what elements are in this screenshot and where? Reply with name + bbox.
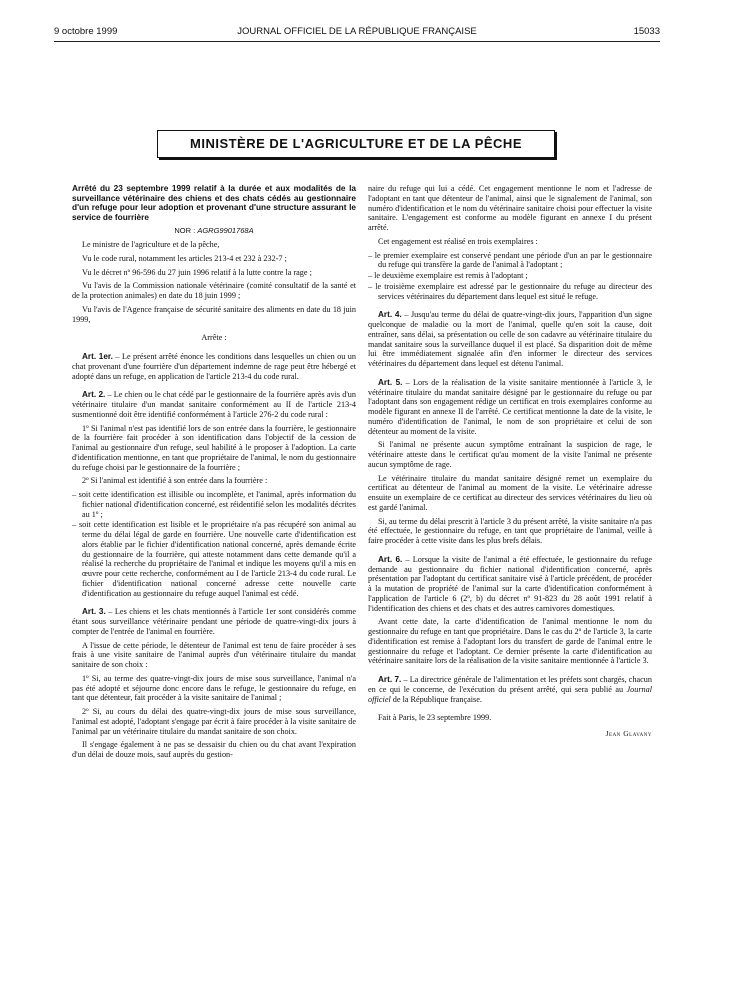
list-item: – le premier exemplaire est conservé pendant une période d'un an par le gestionnaire du refuge qui transfère la garde de l'animal à l'adoptant ; [368,251,652,271]
header-date: 9 octobre 1999 [54,26,118,37]
article-5: Art. 5. – Lors de la réalisation de la visite sanitaire mentionnée à l'article 3, le vétérinaire titulaire du mandat sanitaire désigné par le gestionnaire du refuge ou par l'adoptant dans son engagement rédige un certificat en trois exemplaires conforme au modèle figurant en annexe II de l'arrêté. Ce certificat mentionne la date de la visite, le numéro d'identification de l'animal, le nom de son propriétaire et celui de son détenteur au moment de la visite. [368,377,652,436]
article-2-point-1: 1º Si l'animal n'est pas identifié lors de son entrée dans la fourrière, le gestionnaire de la fourrière fait procéder à son identification dans l'objectif de la cession de l'animal au gestionnaire d'un refuge, seul habilité à le proposer à l'adoption. La carte d'identification mentionne, en tant que propriétaire de l'animal, le nom du gestionnaire du refuge choisi par le gestionnaire de la fourrière ; [72,423,356,472]
article-3: Art. 3. – Les chiens et les chats mentionnés à l'article 1er sont considérés comme étant sous surveillance vétérinaire pendant une période de quatre-vingt-dix jours à compter de l'entrée de l'animal en fourrière. [72,607,356,636]
list-item: – le deuxième exemplaire est remis à l'adoptant ; [368,271,652,281]
article-2: Art. 2. – Le chien ou le chat cédé par le gestionnaire de la fourrière après avis d'un vétérinaire titulaire d'un mandat sanitaire conformément au II de l'article 213-4 susmentionné doit être identifié conformément à l'article 276-2 du code rural : [72,390,356,419]
article-3-point-2: 2º Si, au cours du délai des quatre-vingt-dix jours de mise sous surveillance, l'animal est adopté, l'adoptant s'engage par écrit à faire procéder à la visite sanitaire de l'animal par un vétérinaire titulaire du mandat sanitaire de son choix. [72,707,356,736]
list-item: – le troisième exemplaire est adressé par le gestionnaire du refuge au directeur des services vétérinaires du département dans lequel est situé le refuge. [368,282,652,302]
decree-title: Arrêté du 23 septembre 1999 relatif à la durée et aux modalités de la surveillance vétérinaire des chiens et des chats cédés au gestionnaire d'un refuge pour leur adoption et provenant d'une structure assurant le service de fourrière [72,183,356,222]
header-rule [54,41,660,42]
copies-list [368,251,652,302]
preamble-code-rural: Vu le code rural, notamment les articles 213-4 et 232 à 232-7 ; [82,253,287,263]
right-column [368,184,652,743]
preamble-decret: Vu le décret nº 96-596 du 27 juin 1996 relatif à la lutte contre la rage ; [82,267,312,277]
article-3-point-1: 1º Si, au terme des quatre-vingt-dix jours de mise sous surveillance, l'animal n'a pas été adopté et séjourne donc encore dans le refuge, le gestionnaire du refuge, en tant que détenteur, fait procéder à la visite sanitaire de l'animal ; [72,673,356,703]
list-item: – soit cette identification est lisible et le propriétaire n'a pas récupéré son animal au terme du délai légal de garde en fourrière. Une nouvelle carte d'identification est alors établie par le fichier d'identification national concerné, après demande écrite du gestionnaire de la fourrière, qui atteste notamment dans cette demande qu'il a réalisé la recherche du propriétaire de l'animal et indique les moyens qu'il a mis en œuvre pour cette recherche, conformément au I de l'article 213-4 du code rural. Le fichier d'identification national concerné adresse cette nouvelle carte d'identification au gestionnaire du refuge auquel l'animal est cédé. [72,520,356,598]
article-2-list [72,490,356,598]
continued-paragraph: naire du refuge qui lui a cédé. Cet engagement mentionne le nom et l'adresse de l'adoptant en tant que détenteur de l'animal, ainsi que le signalement de l'animal, son numéro d'identification et le nom du vétérinaire sanitaire choisi pour effectuer la visite sanitaire. L'engagement est conforme au modèle figurant en annexe I du présent arrêté. [368,184,652,232]
preamble-commission: Vu l'avis de la Commission nationale vétérinaire (comité consultatif de la santé et de la protection animales) en date du 18 juin 1999 ; [72,281,356,301]
article-6: Art. 6. – Lorsque la visite de l'animal a été effectuée, le gestionnaire du refuge demande au gestionnaire du fichier national d'identification concerné, après présentation par l'adoptant du certificat sanitaire visé à l'article précédent, de procéder à la mutation de propriété de l'animal sur la carte d'identification conformément à l'application de l'article 6 (2º, b) du décret nº 91-823 du 28 août 1991 relatif à l'identification des chiens et des chats et des autres carnivores domestiques. [368,554,652,613]
article-4: Art. 4. – Jusqu'au terme du délai de quatre-vingt-dix jours, l'apparition d'un signe quelconque de maladie ou la mort de l'animal, quelle qu'en soit la cause, doit entraîner, sans délai, sa présentation ou celle de son cadavre au vétérinaire titulaire du mandat sanitaire sous la surveillance duquel il est placé. Sa disparition doit de même lui être immédiatement signalée afin d'en informer le directeur des services vétérinaires du département dans lequel est détenu l'animal. [368,310,652,368]
article-5-para-4: Si, au terme du délai prescrit à l'article 3 du présent arrêté, la visite sanitaire n'a pas été effectuée, le gestionnaire du refuge, en tant que propriétaire de l'animal, veille à faire procéder à cette visite dans les plus brefs délais. [368,516,652,545]
three-copies-intro: Cet engagement est réalisé en trois exemplaires : [378,236,538,246]
article-3-para-3: Il s'engage également à ne pas se dessaisir du chien ou du chat avant l'expiration d'un délai de douze mois, sauf auprès du gestion- [72,740,356,760]
list-item: – soit cette identification est illisible ou incomplète, et l'animal, après information du fichier national d'identification concerné, est réidentifié selon les modalités décrites au 1º ; [72,490,356,519]
article-7: Art. 7. – La directrice générale de l'alimentation et les préfets sont chargés, chacun en ce qui le concerne, de l'exécution du présent arrêté, qui sera publié au Journal officiel de la République française. [368,675,652,704]
header-journal-title: JOURNAL OFFICIEL DE LA RÉPUBLIQUE FRANÇAISE [237,26,477,37]
nor-reference: NOR : AGRG9901768A [174,226,254,236]
article-3-para-2: A l'issue de cette période, le détenteur de l'animal est tenu de faire procéder à ses frais à une visite sanitaire de l'animal auprès d'un vétérinaire titulaire du mandat sanitaire de son choix : [72,640,356,670]
signature: Jean Glavany [605,729,652,738]
article-5-para-2: Si l'animal ne présente aucun symptôme entraînant la suspicion de rage, le vétérinaire atteste dans le certificat qu'au moment de la visite l'animal ne présente aucun symptôme de rage. [368,440,652,469]
preamble-minister: Le ministre de l'agriculture et de la pêche, [82,240,220,250]
article-2-point-2: 2º Si l'animal est identifié à son entrée dans la fourrière : [82,476,268,486]
article-6-para-2: Avant cette date, la carte d'identification de l'animal mentionne le nom du gestionnaire du refuge en tant que propriétaire. Dans le cas du 2º de l'article 3, la carte d'identification est remise à l'adoptant lors du transfert de garde de l'animal entre le gestionnaire du refuge et l'adoptant. Ce dernier présente la carte d'identification au vétérinaire sanitaire lors de la réalisation de la visite sanitaire mentionnée à l'article 3. [368,617,652,666]
article-5-para-3: Le vétérinaire titulaire du mandat sanitaire désigné remet un exemplaire du certificat au détenteur de l'animal au moment de la visite. Le vétérinaire adresse ensuite un exemplaire de ce certificat au directeur des services vétérinaires du lieu où est gardé l'animal. [368,473,652,512]
header-page-number: 15033 [633,26,660,37]
article-1: Art. 1er. – Le présent arrêté énonce les conditions dans lesquelles un chien ou un chat provenant d'une fourrière d'un département indemne de rage peut être hébergé et adopté dans un refuge, en application de l'article 213-4 du code rural. [72,352,356,381]
page-header [54,26,660,40]
preamble-agence: Vu l'avis de l'Agence française de sécurité sanitaire des aliments en date du 18 juin 1999, [72,304,356,324]
arrete-heading: Arrête : [201,333,227,343]
nor-code: AGRG9901768A [197,226,254,236]
signing-place-date: Fait à Paris, le 23 septembre 1999. [378,713,492,723]
ministry-title-box: MINISTÈRE DE L'AGRICULTURE ET DE LA PÊCHE [157,130,555,158]
left-column [72,184,356,764]
